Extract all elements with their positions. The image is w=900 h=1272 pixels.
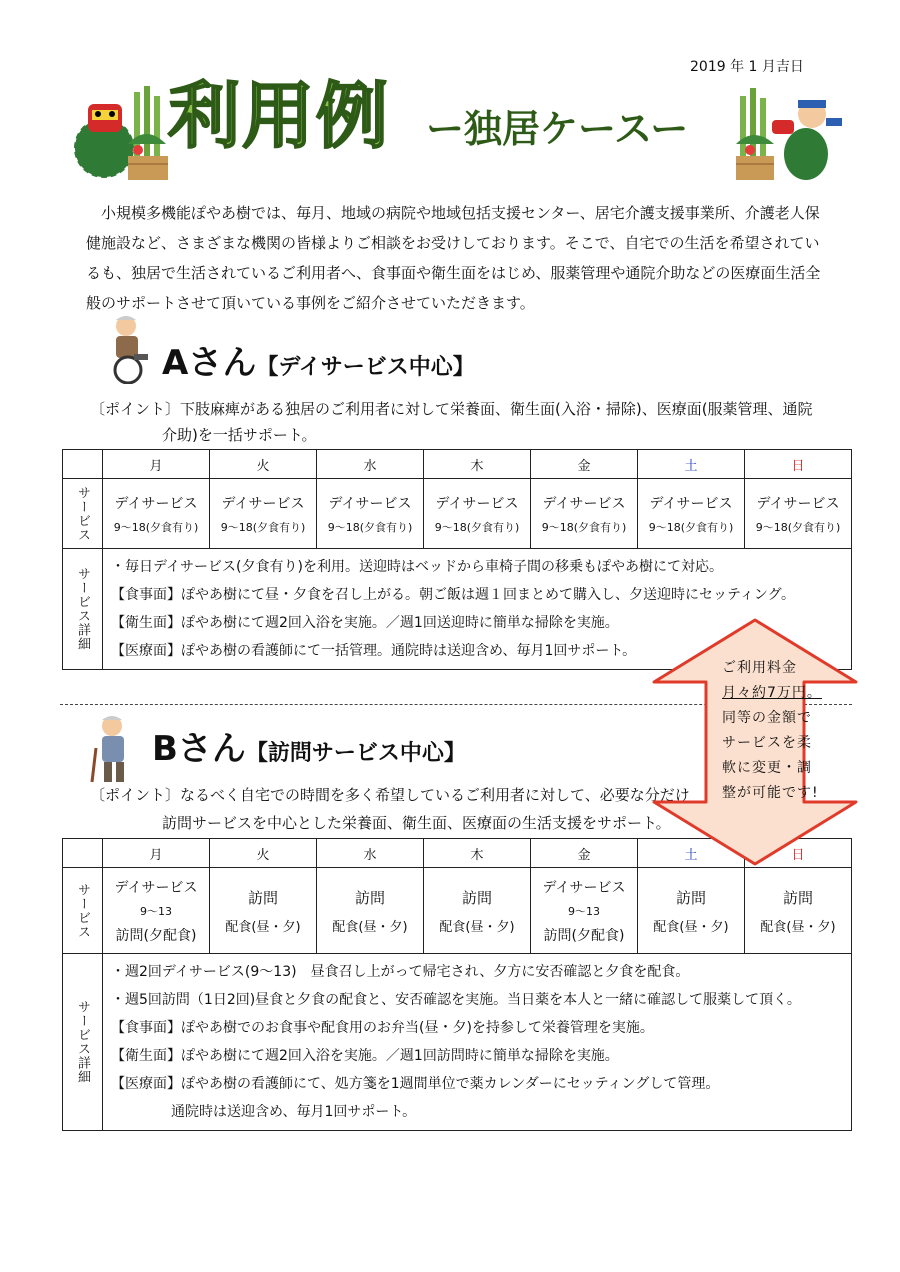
day-sat: 土: [638, 839, 745, 868]
case-b-service-cell: 訪問 配食(昼・夕): [210, 868, 317, 954]
case-a-service-cell: デイサービス 9～18(夕食有り): [317, 479, 424, 549]
day-sun: 日: [745, 839, 852, 868]
boy-kadomatsu-illustration-right: [736, 86, 846, 182]
issue-date: 2019 年 1 月吉日: [690, 59, 804, 75]
case-a-service-cell: デイサービス 9～18(夕食有り): [103, 479, 210, 549]
detail-row-label-cell: [63, 954, 103, 1131]
detail-row-label: サービス詳細: [75, 1000, 90, 1084]
case-a-detail-line: ・毎日デイサービス(夕食有り)を利用。送迎時はベッドから車椅子間の移乗もぽやあ樹にて対応。: [111, 559, 723, 575]
price-note-line: ご利用料金: [722, 660, 797, 676]
cane-elder-icon: [86, 714, 136, 784]
case-b-service-cell: デイサービス 9～13 訪問(夕配食): [103, 868, 210, 954]
case-a-detail-line: 【衛生面】ぽやあ樹にて週2回入浴を実施。／週1回送迎時に簡単な掃除を実施。: [111, 615, 619, 631]
case-b-service-cell: デイサービス 9～13 訪問(夕配食): [531, 868, 638, 954]
page-title: 利用例: [168, 74, 391, 158]
case-a-subtitle: 【デイサービス中心】: [256, 355, 475, 380]
case-b-service-cell: 訪問 配食(昼・夕): [424, 868, 531, 954]
case-a-day-header-row: [63, 450, 852, 479]
case-a-service-cell: デイサービス 9～18(夕食有り): [745, 479, 852, 549]
price-note-line: 同等の金額で: [722, 710, 812, 726]
case-b-detail-line: 通院時は送迎含め、毎月1回サポート。: [171, 1104, 417, 1120]
case-b-detail-line: ・週5回訪問（1日2回)昼食と夕食の配食と、安否確認を実施。当日薬を本人と一緒に確認して服薬して頂く。: [111, 992, 801, 1008]
case-a-detail-line: 【医療面】ぽやあ樹の看護師にて一括管理。通院時は送迎含め、毎月1回サポート。: [111, 643, 637, 659]
case-a-point-line1: 〔ポイント〕下肢麻痺がある独居のご利用者に対して栄養面、衛生面(入浴・掃除)、医療面(服薬管理、通院: [90, 400, 813, 418]
case-a-point-line2: 介助)を一括サポート。: [162, 426, 317, 444]
case-b-heading: [152, 729, 466, 769]
case-a-service-cell: デイサービス 9～18(夕食有り): [531, 479, 638, 549]
case-a-heading: [162, 343, 475, 383]
case-b-point-line1: 〔ポイント〕なるべく自宅での時間を多く希望しているご利用者に対して、必要な分だけ: [90, 786, 690, 804]
case-b-detail-row: [63, 954, 852, 1131]
case-b-detail-cell: [103, 954, 852, 1131]
case-b-service-cell: 訪問 配食(昼・夕): [745, 868, 852, 954]
price-note-line: サービスを柔: [722, 735, 812, 751]
case-b-schedule-table: [62, 838, 852, 1131]
lion-dance-kadomatsu-illustration-left: [66, 84, 170, 184]
case-a-name: Aさん: [162, 343, 257, 383]
case-a-service-cell: デイサービス 9～18(夕食有り): [638, 479, 745, 549]
case-b-detail-line: 【食事面】ぽやあ樹でのお食事や配食用のお弁当(昼・夕)を持参して栄養管理を実施。: [111, 1020, 654, 1036]
service-row-label-cell: [63, 479, 103, 549]
case-a-service-cell: デイサービス 9～18(夕食有り): [210, 479, 317, 549]
day-thu: 木: [424, 839, 531, 868]
case-b-point-line2: 訪問サービスを中心とした栄養面、衛生面、医療面の生活支援をサポート。: [162, 814, 671, 832]
page-subtitle: ー独居ケースー: [426, 107, 689, 151]
day-sat: 土: [638, 450, 745, 479]
case-b-service-row: [63, 868, 852, 954]
day-mon: 月: [103, 839, 210, 868]
service-row-label: サービス: [75, 485, 90, 542]
day-fri: 金: [531, 839, 638, 868]
case-a-detail-line: 【食事面】ぽやあ樹にて昼・夕食を召し上がる。朝ご飯は週１回まとめて購入し、夕送迎時にセッティング。: [111, 587, 796, 603]
day-tue: 火: [210, 839, 317, 868]
wheelchair-elder-icon: [104, 314, 154, 384]
price-note-line: 整が可能です!: [722, 785, 819, 801]
day-sun: 日: [745, 450, 852, 479]
day-mon: 月: [103, 450, 210, 479]
detail-row-label-cell: [63, 549, 103, 670]
day-wed: 水: [317, 450, 424, 479]
service-row-label: サービス: [75, 882, 90, 939]
case-b-subtitle: 【訪問サービス中心】: [245, 741, 466, 766]
price-note: [722, 656, 826, 806]
detail-row-label: サービス詳細: [75, 567, 90, 651]
day-fri: 金: [531, 450, 638, 479]
price-note-line: 軟に変更・調: [722, 760, 812, 776]
case-b-service-cell: 訪問 配食(昼・夕): [638, 868, 745, 954]
case-b-detail-line: 【衛生面】ぽやあ樹にて週2回入浴を実施。／週1回訪問時に簡単な掃除を実施。: [111, 1048, 619, 1064]
case-b-detail-line: ・週2回デイサービス(9～13) 昼食召し上がって帰宅され、夕方に安否確認と夕食を配食。: [111, 964, 690, 980]
case-b-service-cell: 訪問 配食(昼・夕): [317, 868, 424, 954]
intro-paragraph: 小規模多機能ぽやあ樹では、毎月、地域の病院や地域包括支援センター、居宅介護支援事業所、介護老人保健施設など、さまざまな機関の皆様よりご相談をお受けしております。そこで、自宅での生活を希望されているも、独居で生活されているご利用者へ、食事面や衛生面をはじめ、服薬管理や通院介助などの医療面生活全般のサポートさせて頂いている事例をご紹介させていただきます。: [86, 204, 821, 312]
service-row-label-cell: [63, 868, 103, 954]
case-a-service-row: [63, 479, 852, 549]
day-wed: 水: [317, 839, 424, 868]
case-a-service-cell: デイサービス 9～18(夕食有り): [424, 479, 531, 549]
corner-cell: [63, 839, 103, 868]
corner-cell: [63, 450, 103, 479]
day-tue: 火: [210, 450, 317, 479]
price-note-line: 月々約7万円。: [722, 685, 822, 701]
day-thu: 木: [424, 450, 531, 479]
case-b-detail-line: 【医療面】ぽやあ樹の看護師にて、処方箋を1週間単位で薬カレンダーにセッティングして管理。: [111, 1076, 720, 1092]
case-b-name: Bさん: [152, 729, 246, 769]
